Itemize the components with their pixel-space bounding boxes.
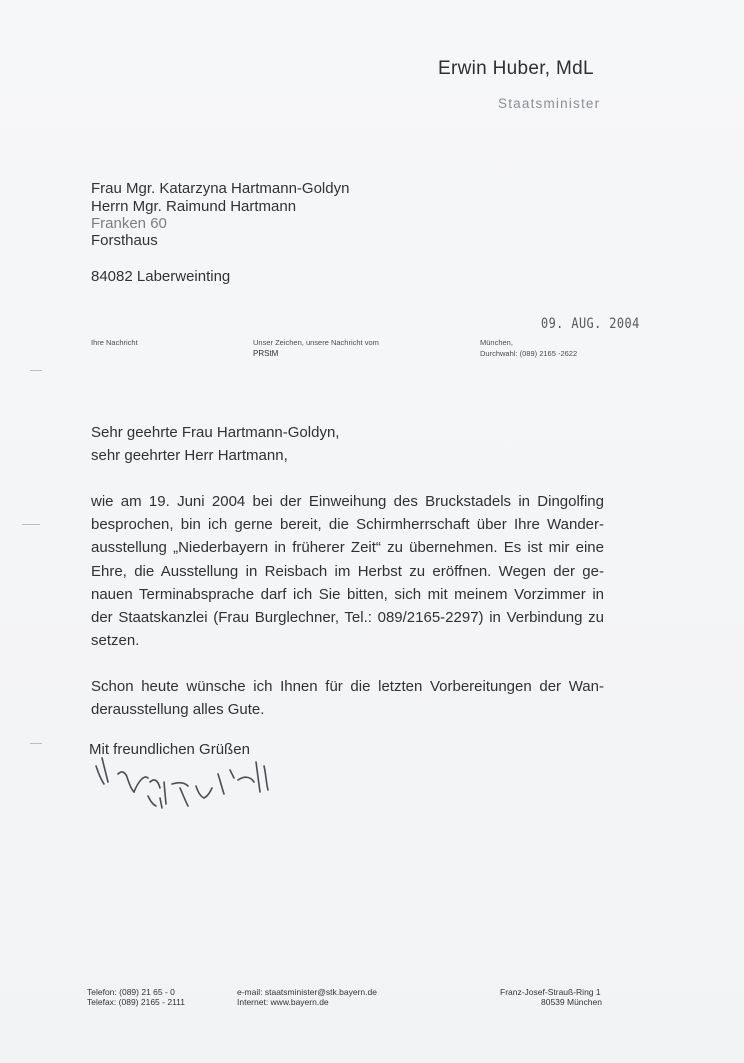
your-message-label: Ihre Nachricht (91, 338, 138, 347)
recipient-line-3: Franken 60 (91, 215, 167, 232)
fold-mark (30, 370, 42, 371)
place-label: München, (480, 338, 513, 347)
recipient-line-1: Frau Mgr. Katarzyna Hartmann-Goldyn (91, 180, 350, 197)
footer-street: Franz-Josef-Strauß-Ring 1 (500, 987, 601, 997)
punch-mark (22, 524, 40, 525)
recipient-line-2: Herrn Mgr. Raimund Hartmann (91, 198, 297, 215)
body-paragraph: Schon heute wünsche ich Ihnen für die letzten Vorbereitungen der Wanderausstellung alles Gute. (91, 678, 604, 719)
fold-mark (30, 743, 42, 744)
recipient-postal: 84082 Laberweinting (91, 268, 231, 285)
footer-email: e-mail: staatsminister@stk.bayern.de (237, 987, 377, 997)
footer-internet: Internet: www.bayern.de (237, 997, 329, 1007)
date-stamp: 09. AUG. 2004 (541, 316, 640, 332)
extension-label: Durchwahl: (089) 2165 -2622 (480, 349, 578, 358)
footer-city: 80539 München (541, 997, 602, 1007)
salutation-line-2: sehr geehrter Herr Hartmann, (91, 447, 288, 464)
our-reference-value: PRStM (253, 349, 279, 358)
recipient-line-4: Forsthaus (91, 232, 158, 249)
sender-title: Staatsminister (498, 96, 601, 111)
footer-fax: Telefax: (089) 2165 - 2111 (87, 997, 185, 1007)
signature (88, 752, 358, 832)
salutation-line-1: Sehr geehrte Frau Hartmann-Goldyn, (91, 424, 340, 441)
our-reference-label: Unser Zeichen, unsere Nachricht vom (253, 338, 379, 347)
closing-phrase: Mit freundlichen Grüßen (89, 741, 250, 758)
sender-name: Erwin Huber, MdL (438, 58, 594, 79)
footer-phone: Telefon: (089) 21 65 - 0 (87, 987, 175, 997)
body-paragraph: wie am 19. Juni 2004 bei der Einweihung des Bruckstadels in Dingolfing besprochen, bin ich gerne bereit, die Schirmherrschaft über Ihre Wanderausstellung „Niederbayern in früherer Zeit“ zu übernehmen. Es ist mir eine Ehre, die Ausstellung in Reisbach im Herbst zu eröffnen. Wegen der genauen Terminabsprache darf ich Sie bitten, sich mit meinem Vorzimmer in der Staatskanzlei (Frau Burglechner, Tel.: 089/2165-2297) in Verbindung zu setzen. (91, 493, 604, 650)
